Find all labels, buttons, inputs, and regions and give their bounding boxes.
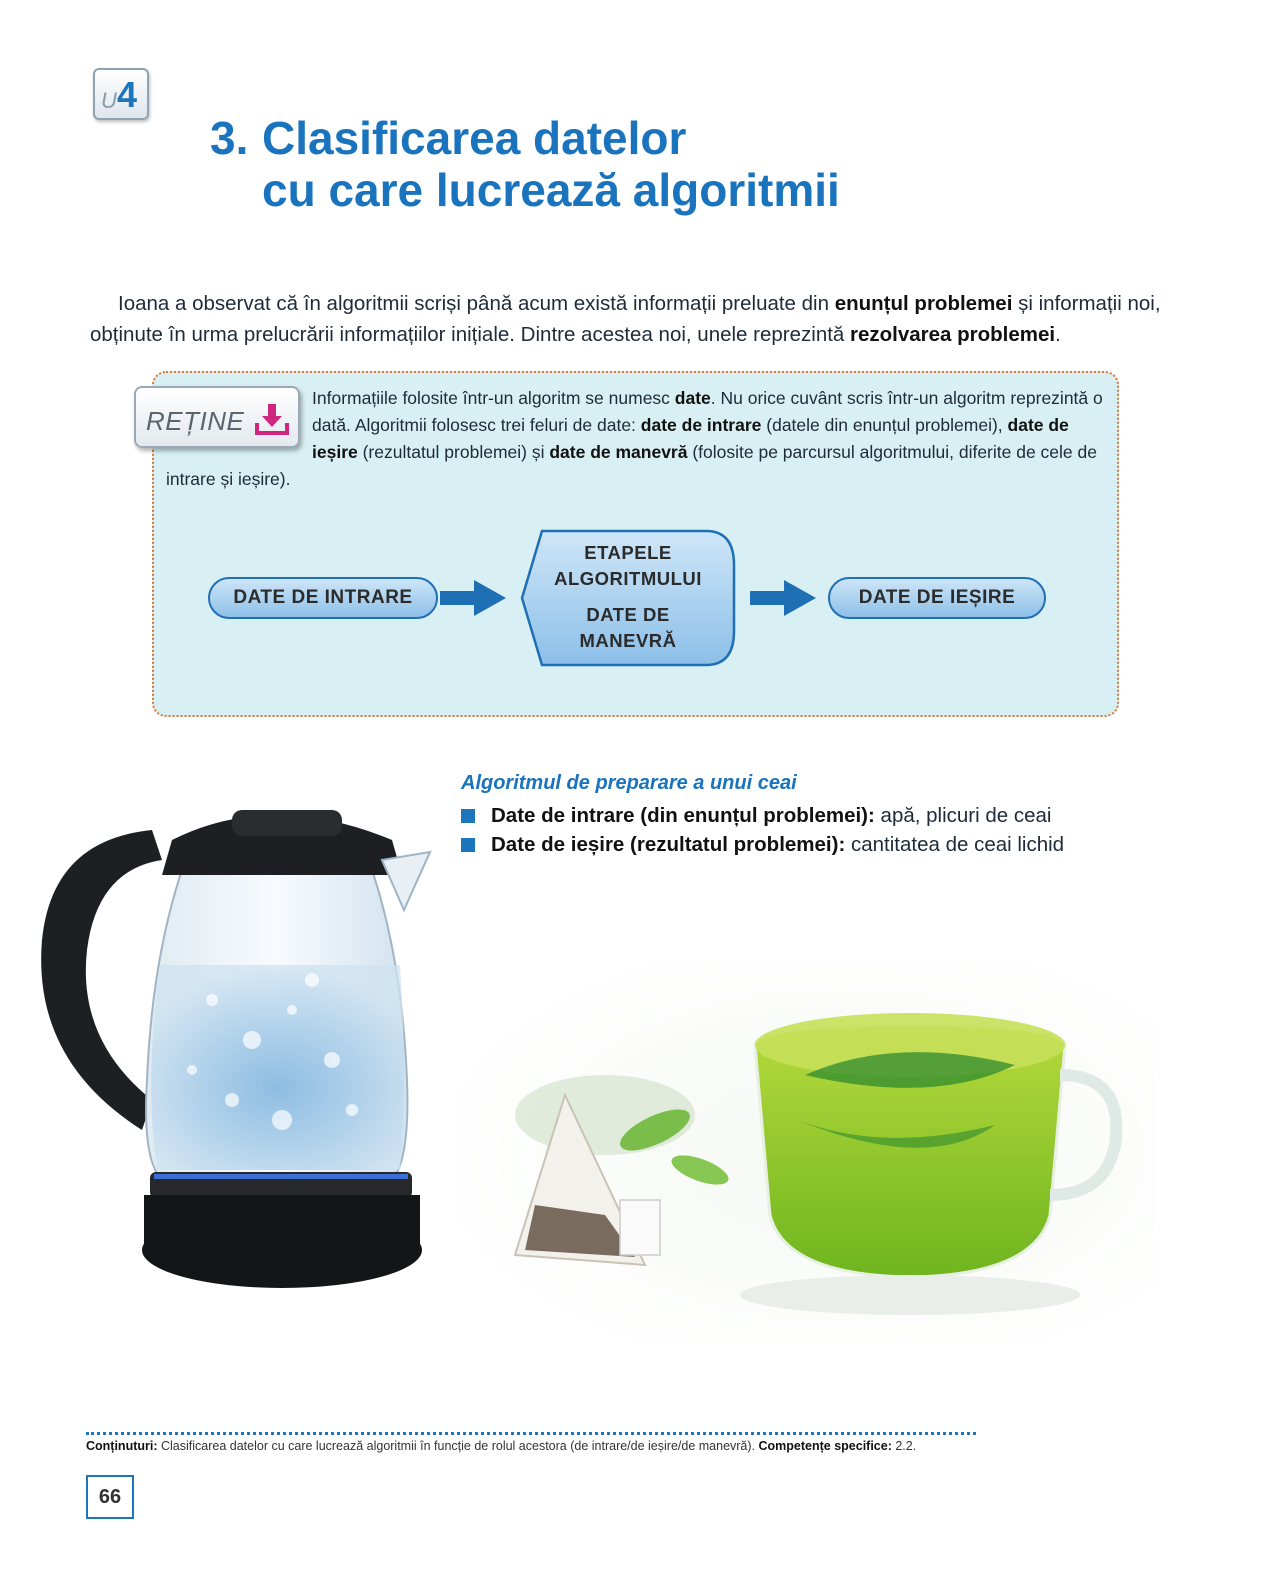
footer-bold: Conținuturi:: [86, 1439, 158, 1453]
retine-term: date: [674, 388, 711, 408]
kettle-image: [32, 800, 432, 1295]
footer-text: Clasificarea datelor cu care lucrează algoritmii în funcție de rolul acestora (de intrare/de ieșire/de manevră).: [157, 1439, 759, 1453]
retine-term: date de manevră: [549, 442, 688, 462]
retine-text-part: Informațiile folosite într-un algoritm se numesc: [312, 388, 675, 408]
intro-text: .: [1055, 323, 1061, 346]
chapter-number: 3.: [210, 112, 249, 164]
arrow-right-icon: [750, 580, 816, 616]
unit-badge: [93, 68, 149, 120]
retine-text-part: (rezultatul problemei) și: [357, 442, 550, 462]
retine-label: REȚINE: [146, 406, 245, 436]
unit-prefix: U: [101, 88, 117, 113]
item-value: cantitatea de ceai lichid: [845, 833, 1065, 856]
output-data-box: DATE DE IEȘIRE: [828, 577, 1046, 619]
bullet-square-icon: [461, 838, 475, 852]
retine-text-part: (datele din enunțul problemei),: [761, 415, 1008, 435]
intro-text: și informații noi, obținute în urma prelucrării informațiilor inițiale. Dintre acestea noi, unele reprezintă: [90, 292, 1161, 346]
item-label: Date de ieșire (rezultatul problemei):: [491, 833, 846, 856]
retine-text: [166, 385, 1106, 493]
stages-line-2: ALGORITMULUI: [554, 568, 702, 589]
input-data-box: DATE DE INTRARE: [208, 577, 438, 619]
bullet-square-icon: [461, 809, 475, 823]
footer-divider: [86, 1432, 976, 1435]
stages-line-3: DATE DE: [586, 604, 670, 625]
download-icon: [254, 402, 290, 436]
list-item: [461, 830, 1064, 859]
footer-text: 2.2.: [891, 1439, 917, 1453]
intro-bold: rezolvarea problemei: [850, 323, 1056, 346]
item-value: apă, plicuri de ceai: [874, 804, 1052, 827]
example-title: Algoritmul de preparare a unui ceai: [461, 772, 797, 794]
arrow-right-icon: [440, 580, 506, 616]
stages-line-1: ETAPELE: [584, 542, 672, 563]
footer-note: [86, 1439, 916, 1453]
intro-text: Ioana a observat că în algoritmii scriși până acum există informații preluate din: [118, 292, 835, 315]
example-list: [461, 801, 1064, 859]
intro-paragraph: [90, 288, 1175, 350]
item-label: Date de intrare (din enunțul problemei):: [491, 804, 875, 827]
retine-label-tab: [134, 386, 300, 448]
retine-term: date de intrare: [640, 415, 762, 435]
title-line-2: cu care lucrează algoritmii: [262, 164, 840, 216]
algorithm-stages-label: [520, 540, 736, 654]
retine-text-part: (folosite pe parcursul algoritmului, diferite de cele de intrare și ieșire).: [166, 442, 1097, 489]
footer-bold: Competențe specifice:: [758, 1439, 892, 1453]
retine-term: date de ieșire: [312, 415, 1069, 462]
unit-number: 4: [117, 74, 138, 115]
retine-text-part: . Nu orice cuvânt scris într-un algoritm reprezintă o dată. Algoritmii folosesc trei feluri de date:: [312, 388, 1103, 435]
tea-image: [455, 965, 1155, 1345]
page-title: [210, 112, 840, 216]
list-item: [461, 801, 1064, 830]
page-number: 66: [86, 1475, 134, 1519]
stages-line-4: MANEVRĂ: [579, 630, 677, 651]
intro-bold: enunțul problemei: [834, 292, 1013, 315]
title-line-1: Clasificarea datelor: [262, 112, 687, 164]
